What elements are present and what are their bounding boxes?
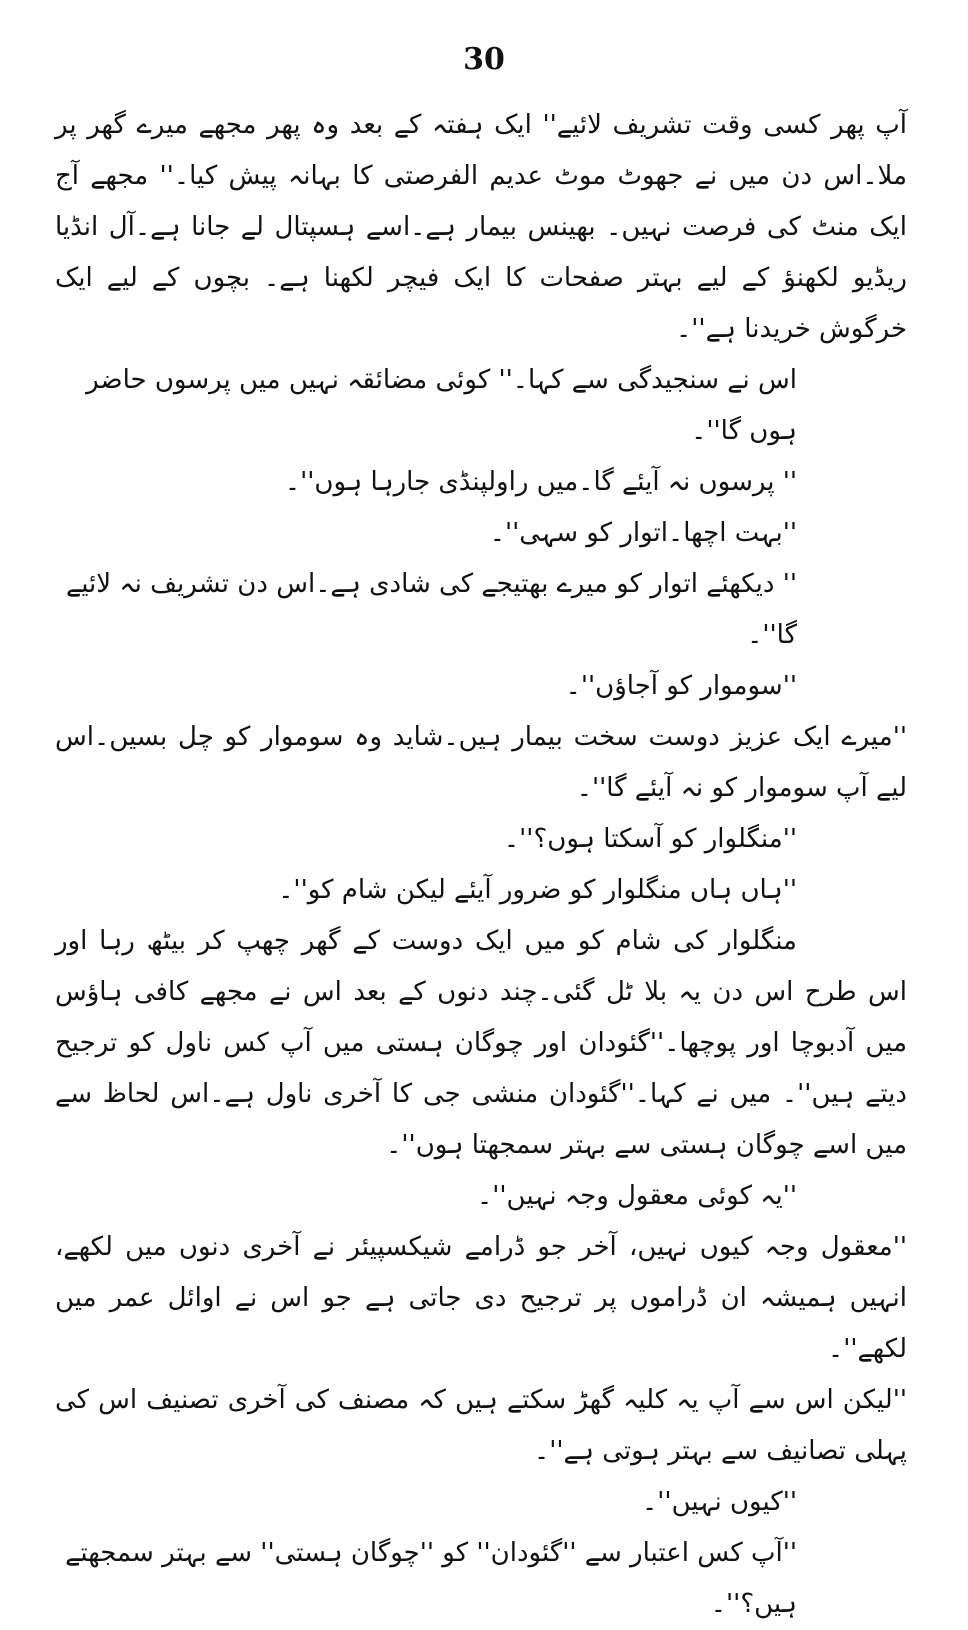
paragraph: آپ پھر کسی وقت تشریف لائیے'' ایک ہفتہ کے بعد وہ پھر مجھے میرے گھر پر ملا۔اس دن میں نے جھوٹ موٹ عدیم الفرصتی کا بہانہ پیش کیا۔'' مجھے آج ایک منٹ کی فرصت نہیں۔ بھینس بیمار ہے۔اسے ہسپتال لے جانا ہے۔آل انڈیا ریڈیو لکھنؤ کے لیے بہتر صفحات کا ایک فیچر لکھنا ہے۔ بچوں کے لیے ایک خرگوش خریدنا ہے''۔ xyxy=(55,110,907,344)
paragraph: منگلوار کی شام کو میں ایک دوست کے گھر چھپ کر بیٹھ رہا اور اس طرح اس دن یہ بلا ٹل گئی۔چند دنوں کے بعد اس نے مجھے کافی ہاؤس میں آدبوچا اور پوچھا۔''گئودان اور چوگان ہستی میں آپ کس ناول کو ترجیح دیتے ہیں''۔ میں نے کہا۔''گئودان منشی جی کا آخری ناول ہے۔اس لحاظ سے میں اسے چوگان ہستی سے بہتر سمجھتا ہوں''۔ xyxy=(55,926,907,1160)
paragraph: ''ہاں ہاں منگلوار کو ضرور آیئے لیکن شام کو''۔ xyxy=(278,875,797,905)
page-number: 30 xyxy=(463,42,505,77)
paragraph: ''لیکن اس سے آپ یہ کلیہ گھڑ سکتے ہیں کہ مصنف کی آخری تصنیف اس کی پہلی تصانیف سے بہتر ہوتی ہے''۔ xyxy=(55,1385,907,1466)
paragraph: '' پرسوں نہ آیئے گا۔میں راولپنڈی جارہا ہوں''۔ xyxy=(284,467,797,497)
paragraph: ''منگلوار کو آسکتا ہوں؟''۔ xyxy=(503,824,797,854)
body-text xyxy=(55,100,907,1630)
paragraph: ''کیوں نہیں''۔ xyxy=(642,1487,797,1517)
paragraph: ''معقول وجہ کیوں نہیں، آخر جو ڈرامے شیکسپیئر نے آخری دنوں میں لکھے، انہیں ہمیشہ ان ڈراموں پر ترجیح دی جاتی ہے جو اس نے اوائل عمر میں لکھے''۔ xyxy=(55,1232,907,1364)
paragraph: ''سوموار کو آجاؤں''۔ xyxy=(565,671,797,701)
paragraph: ''میرے ایک عزیز دوست سخت بیمار ہیں۔شاید وہ سوموار کو چل بسیں۔اس لیے آپ سوموار کو نہ آیئے گا''۔ xyxy=(55,722,907,803)
paragraph: ''یہ کوئی معقول وجہ نہیں''۔ xyxy=(477,1181,797,1211)
paragraph: ''آپ کس اعتبار سے ''گئودان'' کو ''چوگان ہستی'' سے بہتر سمجھتے ہیں؟''۔ xyxy=(65,1538,797,1619)
paragraph: ''بہت اچھا۔اتوار کو سہی''۔ xyxy=(489,518,797,548)
paragraph: '' دیکھئے اتوار کو میرے بھتیجے کی شادی ہے۔اس دن تشریف نہ لائیے گا''۔ xyxy=(65,569,797,650)
paragraph: اس نے سنجیدگی سے کہا۔'' کوئی مضائقہ نہیں میں پرسوں حاضر ہوں گا''۔ xyxy=(86,365,797,446)
